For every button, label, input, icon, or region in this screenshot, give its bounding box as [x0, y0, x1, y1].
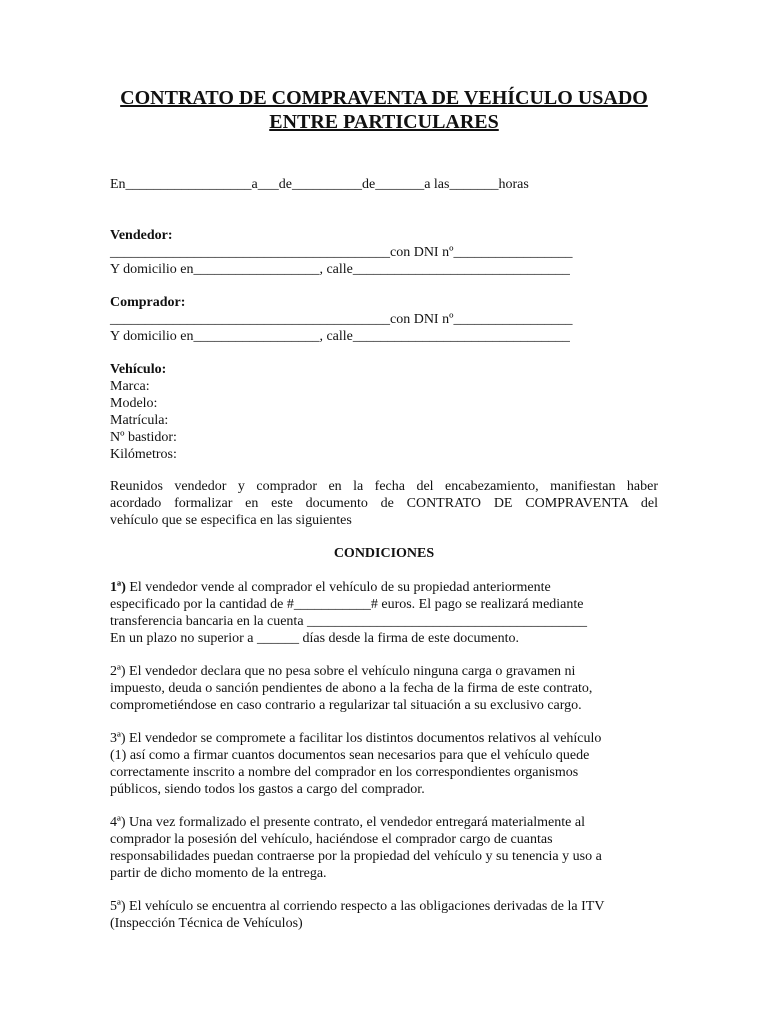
clause-2-line-2: impuesto, deuda o sanción pendientes de abono a la fecha de la firma de este contrato, [110, 681, 593, 696]
clause-4-line-1: Una vez formalizado el presente contrato, el vendedor entregará materialmente al [125, 815, 585, 830]
clause-5-number: 5ª) [110, 899, 126, 914]
clause-3-line-2: (1) así como a firmar cuantos documentos sean necesarios para que el vehículo quede [110, 748, 590, 763]
seller-name-line: ________________________________________con DNI nº_________________ [110, 245, 573, 260]
buyer-heading: Comprador: [110, 295, 186, 310]
seller-address-line: Y domicilio en__________________, calle_______________________________ [110, 262, 570, 277]
intro-line-2: acordado formalizar en este documento de CONTRATO DE COMPRAVENTA del [110, 496, 658, 511]
vehicle-field-model: Modelo: [110, 396, 158, 411]
document-title [60, 86, 708, 134]
clause-3 [110, 730, 670, 798]
seller-heading: Vendedor: [110, 228, 173, 243]
clause-4-line-3: responsabilidades puedan contraerse por la propiedad del vehículo y su tenencia y uso a [110, 849, 602, 864]
clause-2-line-3: comprometiéndose en caso contrario a regularizar tal situación a su exclusivo cargo. [110, 698, 582, 713]
vehicle-field-km: Kilómetros: [110, 447, 177, 462]
clause-5-line-2: (Inspección Técnica de Vehículos) [110, 916, 303, 931]
intro-line-3: vehículo que se especifica en las siguientes [110, 513, 352, 528]
title-line-2: ENTRE PARTICULARES [269, 111, 499, 133]
clause-1-line-1: El vendedor vende al comprador el vehículo de su propiedad anteriormente [125, 580, 551, 595]
clause-3-line-3: correctamente inscrito a nombre del comprador en los correspondientes organismos [110, 765, 579, 780]
clause-3-number: 3ª) [110, 731, 126, 746]
buyer-name-line: ________________________________________con DNI nº_________________ [110, 312, 573, 327]
clause-4-line-4: partir de dicho momento de la entrega. [110, 866, 327, 881]
clause-4-number: 4ª) [110, 815, 126, 830]
vehicle-heading: Vehículo: [110, 362, 167, 377]
vehicle-field-brand: Marca: [110, 379, 150, 394]
clause-4 [110, 814, 670, 882]
clause-2-number: 2ª) [110, 664, 126, 679]
clause-5-line-1: El vehículo se encuentra al corriendo respecto a las obligaciones derivadas de la ITV [125, 899, 605, 914]
clause-1-line-2: especificado por la cantidad de #___________# euros. El pago se realizará mediante [110, 597, 584, 612]
intro-line-1: Reunidos vendedor y comprador en la fecha del encabezamiento, manifiestan haber [110, 479, 658, 494]
conditions-heading: CONDICIONES [333, 546, 435, 561]
vehicle-field-chassis: Nº bastidor: [110, 430, 177, 445]
title-line-1: CONTRATO DE COMPRAVENTA DE VEHÍCULO USADO [120, 87, 648, 109]
vehicle-field-plate: Matrícula: [110, 413, 169, 428]
clause-5 [110, 898, 670, 932]
clause-2 [110, 663, 670, 714]
clause-2-line-1: El vendedor declara que no pesa sobre el vehículo ninguna carga o gravamen ni [125, 664, 576, 679]
clause-4-line-2: comprador la posesión del vehículo, haciéndose el comprador cargo de cuantas [110, 832, 553, 847]
clause-3-line-4: públicos, siendo todos los gastos a cargo del comprador. [110, 782, 425, 797]
clause-1-number: 1ª) [110, 580, 126, 595]
clause-1-line-3: transferencia bancaria en la cuenta ________________________________________ [110, 614, 588, 629]
date-line: En__________________a___de__________de_______a las_______horas [110, 177, 529, 192]
intro-paragraph [110, 478, 658, 529]
buyer-address-line: Y domicilio en__________________, calle_______________________________ [110, 329, 570, 344]
clause-1-line-4: En un plazo no superior a ______ días desde la firma de este documento. [110, 631, 519, 646]
clause-1 [110, 579, 670, 647]
clause-3-line-1: El vendedor se compromete a facilitar los distintos documentos relativos al vehículo [125, 731, 602, 746]
